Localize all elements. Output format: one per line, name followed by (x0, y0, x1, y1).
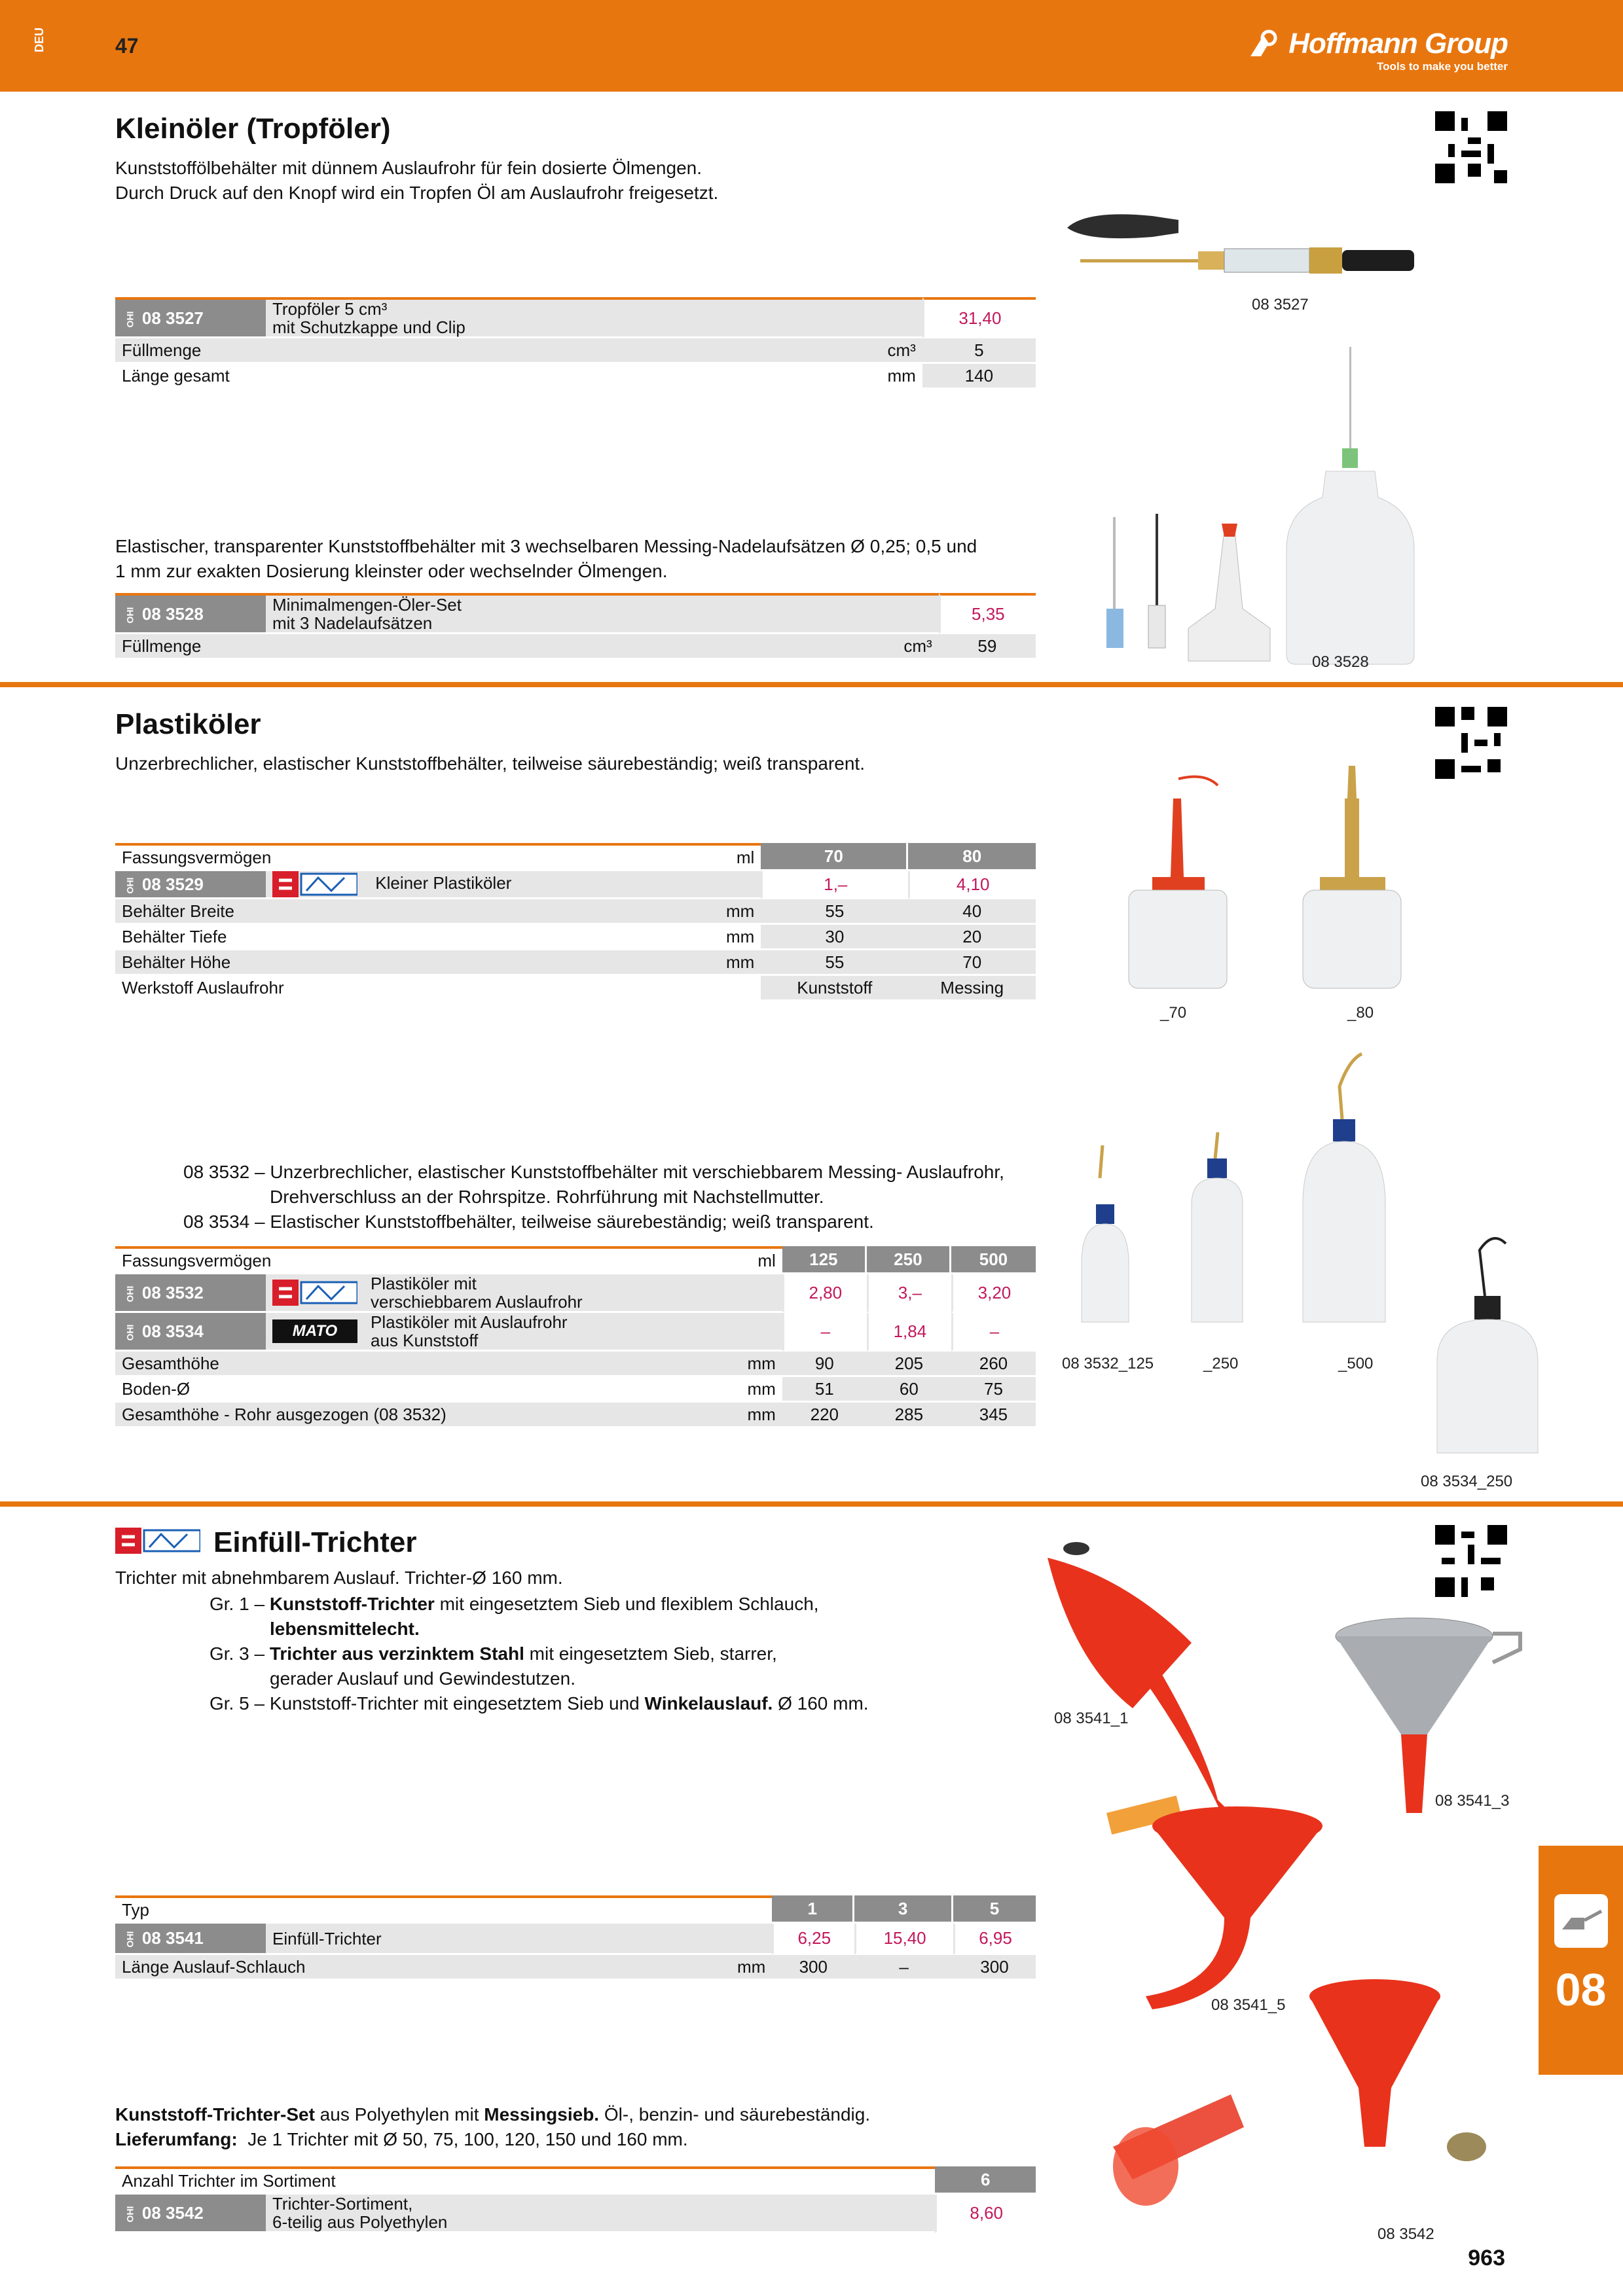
funnel-variants (210, 1592, 869, 1716)
image-caption: 08 3541_5 (1211, 1996, 1286, 2014)
spec-value: 75 (951, 1377, 1036, 1403)
spec-value: 300 (953, 1955, 1036, 1981)
header-label: Fassungsvermögen (115, 843, 669, 871)
ohi-label: OHI (124, 311, 136, 328)
brand-logo-icon (115, 1528, 200, 1554)
image-caption: 08 3527 (1252, 296, 1309, 314)
spec-value: 40 (908, 899, 1036, 925)
ohi-label: OHI (124, 877, 136, 894)
article-name: mit 3 Nadelaufsätzen (272, 613, 433, 633)
image-caption: _250 (1203, 1355, 1239, 1372)
price: 3,20 (951, 1274, 1036, 1313)
spec-value: 285 (867, 1403, 951, 1428)
spec-unit: mm (691, 1403, 782, 1428)
language-code: DEU (33, 27, 46, 52)
spec-value: 260 (951, 1352, 1036, 1377)
variant-label: Gr. 3 – (210, 1643, 265, 1664)
section-title-kleinoeler: Kleinöler (Tropföler) (115, 113, 391, 145)
header-label: Typ (115, 1895, 680, 1924)
section-divider (0, 1501, 1623, 1507)
spec-value: 55 (761, 950, 908, 976)
price: 3,– (867, 1274, 951, 1313)
ohi-label: OHI (124, 1324, 136, 1341)
ohi-label: OHI (124, 1931, 136, 1948)
article-name: verschiebbarem Auslaufrohr (371, 1292, 583, 1312)
price: – (951, 1313, 1036, 1352)
set-text: aus Polyethylen mit (314, 2104, 484, 2125)
price: 1,84 (867, 1313, 951, 1352)
chapter-tab[interactable] (1539, 1846, 1623, 2075)
article-number-text: 08 3541 (141, 1928, 204, 1948)
plastikoeler-image (1113, 759, 1427, 995)
variant-text: Kunststoff-Trichter mit eingesetztem Sieb und (269, 1693, 645, 1713)
desc-line: Durch Druck auf den Knopf wird ein Tropfen Öl am Auslaufrohr freigesetzt. (115, 183, 719, 203)
variant-text: Ø 160 mm. (773, 1693, 869, 1713)
spec-value: – (854, 1955, 953, 1981)
article-description (266, 297, 922, 338)
article-description (266, 2195, 935, 2233)
product-table-083528 (115, 593, 1036, 660)
article-name: Trichter-Sortiment, (272, 2194, 413, 2214)
article-name: Tropföler 5 cm³ (272, 299, 388, 319)
article-number-text: 08 3527 (141, 308, 204, 328)
spec-value: Messing (908, 976, 1036, 1001)
article-number-text: 08 3542 (141, 2202, 204, 2223)
article-name: aus Kunststoff (371, 1331, 479, 1350)
article-number[interactable] (115, 297, 266, 338)
variant-bold: Kunststoff-Trichter (269, 1594, 435, 1614)
brand-logo-icon (272, 871, 357, 897)
article-name: Kleiner Plastiköler (375, 872, 512, 893)
spec-label: Länge gesamt (115, 364, 266, 389)
spec-unit: mm (669, 925, 761, 950)
product-table-083527 (115, 297, 1036, 389)
set-description (115, 2102, 870, 2152)
spec-label: Gesamthöhe (115, 1352, 691, 1377)
spec-label: Gesamthöhe - Rohr ausgezogen (08 3532) (115, 1403, 691, 1428)
spec-value: 5 (922, 338, 1036, 364)
price: 15,40 (854, 1924, 953, 1955)
section-description: Unzerbrechlicher, elastischer Kunststoffbehälter, teilweise säurebeständig; weiß transparent. (115, 753, 865, 774)
spec-label: Behälter Breite (115, 899, 669, 925)
desc-line: 1 mm zur exakten Dosierung kleinster oder wechselnder Ölmengen. (115, 561, 668, 581)
spec-value: 20 (908, 925, 1036, 950)
spec-value: 300 (772, 1955, 854, 1981)
minimalmengen-set-image (1080, 340, 1486, 668)
set-bold: Messingsieb. (484, 2104, 600, 2125)
tropfoeler-image (1061, 196, 1453, 295)
ohi-label: OHI (124, 2206, 136, 2223)
article-name: mit Schutzkappe und Clip (272, 317, 465, 337)
column-header: 3 (854, 1895, 953, 1924)
column-header: 250 (867, 1246, 951, 1274)
brand-logo-icon (272, 1280, 357, 1306)
variant-label: Gr. 1 – (210, 1594, 265, 1614)
spec-unit: mm (669, 899, 761, 925)
article-name: Plastiköler mit (371, 1274, 477, 1293)
variant-bold: Trichter aus verzinktem Stahl (269, 1643, 524, 1664)
variant-text: mit eingesetztem Sieb, starrer, (524, 1643, 777, 1664)
spec-value: 59 (939, 634, 1036, 660)
qr-code[interactable] (1435, 111, 1507, 183)
article-number-text: 08 3529 (141, 874, 204, 894)
column-header: 70 (761, 843, 908, 871)
price: – (782, 1313, 867, 1352)
article-description (266, 1313, 782, 1352)
note-text: Unzerbrechlicher, elastischer Kunststoffbehälter mit verschiebbarem Messing- Auslaufrohr, (270, 1162, 1004, 1182)
chapter-number: 08 (1555, 1964, 1607, 2015)
price: 1,– (761, 871, 908, 899)
header-unit: ml (669, 843, 761, 871)
article-number[interactable] (115, 871, 266, 899)
price: 8,60 (935, 2195, 1036, 2233)
variant-bold: Winkelauslauf. (644, 1693, 773, 1713)
image-caption: 08 3532_125 (1062, 1355, 1154, 1372)
delivery-label: Lieferumfang: (115, 2129, 238, 2149)
article-number[interactable] (115, 1313, 266, 1352)
price: 2,80 (782, 1274, 867, 1313)
section-description: Trichter mit abnehmbarem Auslauf. Trichter-Ø 160 mm. (115, 1568, 563, 1588)
price: 4,10 (908, 871, 1036, 899)
spec-value: 205 (867, 1352, 951, 1377)
variant-bold: lebensmittelecht. (270, 1619, 420, 1639)
desc-line: Elastischer, transparenter Kunststoffbehälter mit 3 wechselbaren Messing-Nadelaufsätzen Ø 0,25; 0,5 und (115, 536, 977, 556)
delivery-text: Je 1 Trichter mit Ø 50, 75, 100, 120, 150 und 160 mm. (247, 2129, 688, 2149)
set-text: Öl-, benzin- und säurebeständig. (599, 2104, 871, 2125)
product-table-083541 (115, 1895, 1036, 1981)
spec-label: Länge Auslauf-Schlauch (115, 1955, 680, 1981)
article-number-text: 08 3534 (141, 1321, 204, 1341)
ohi-label: OHI (124, 607, 136, 624)
article-name: Plastiköler mit Auslaufrohr (371, 1312, 568, 1332)
article-name: Einfüll-Trichter (266, 1924, 772, 1955)
column-header: 80 (908, 843, 1036, 871)
ohi-label: OHI (124, 1285, 136, 1302)
image-caption: _70 (1160, 1004, 1187, 1022)
section-title-trichter: Einfüll-Trichter (213, 1526, 417, 1558)
column-header: 5 (953, 1895, 1036, 1924)
desc-line: Kunststoffölbehälter mit dünnem Auslaufrohr für fein dosierte Ölmengen. (115, 158, 702, 178)
note-text: Drehverschluss an der Rohrspitze. Rohrführung mit Nachstellmutter. (270, 1187, 824, 1207)
product-notes (183, 1160, 1004, 1234)
spec-label: Werkstoff Auslaufrohr (115, 976, 669, 1001)
header-unit: ml (691, 1246, 782, 1274)
spec-unit: cm³ (266, 634, 939, 660)
brand-name: Hoffmann Group (1288, 27, 1508, 60)
article-number-text: 08 3532 (141, 1282, 204, 1302)
spec-label: Boden-Ø (115, 1377, 691, 1403)
column-header: 6 (935, 2166, 1036, 2195)
set-bold: Kunststoff-Trichter-Set (115, 2104, 315, 2125)
product-table-083529 (115, 843, 1036, 1001)
spec-value: 60 (867, 1377, 951, 1403)
spec-label: Füllmenge (115, 338, 266, 364)
spec-label: Füllmenge (115, 634, 266, 660)
column-header: 500 (951, 1246, 1036, 1274)
spec-value: 51 (782, 1377, 867, 1403)
brand-tagline: Tools to make you better (1377, 60, 1508, 73)
article-number[interactable] (115, 2195, 266, 2233)
article-description (266, 1274, 782, 1313)
section-description (115, 534, 977, 584)
variant-text: mit eingesetztem Sieb und flexiblem Schlauch, (434, 1594, 819, 1614)
page-number: 963 (1468, 2246, 1505, 2270)
spec-value: 55 (761, 899, 908, 925)
section-title-plastikoeler: Plastiköler (115, 708, 261, 740)
spec-value: 140 (922, 364, 1036, 389)
image-caption: 08 3534_250 (1421, 1473, 1513, 1490)
price: 6,95 (953, 1924, 1036, 1955)
article-description (266, 871, 761, 899)
spec-unit: mm (691, 1377, 782, 1403)
section-divider (0, 682, 1623, 687)
spec-unit: mm (680, 1955, 772, 1981)
image-caption: 08 3541_1 (1054, 1710, 1129, 1727)
spec-unit: mm (669, 950, 761, 976)
price: 5,35 (939, 593, 1036, 634)
note-article: 08 3534 – (183, 1211, 265, 1232)
image-caption: 08 3528 (1312, 653, 1369, 671)
product-table-083542 (115, 2166, 1036, 2233)
article-number[interactable] (115, 1924, 266, 1955)
hoffmann-logo-icon (1249, 29, 1283, 58)
image-caption: _80 (1347, 1004, 1374, 1022)
note-text: Elastischer Kunststoffbehälter, teilweise säurebeständig; weiß transparent. (270, 1211, 874, 1232)
image-caption: _500 (1338, 1355, 1374, 1372)
article-number-text: 08 3528 (141, 603, 204, 624)
column-header: 125 (782, 1246, 867, 1274)
brand-logo (1288, 27, 1508, 73)
spec-value: Kunststoff (761, 976, 908, 1001)
article-name: Minimalmengen-Öler-Set (272, 595, 462, 615)
spec-value: 30 (761, 925, 908, 950)
article-number[interactable] (115, 1274, 266, 1313)
price: 6,25 (772, 1924, 854, 1955)
header-label: Fassungsvermögen (115, 1246, 691, 1274)
page-number-top: 47 (115, 34, 139, 58)
funnel-images (1034, 1538, 1532, 2225)
spec-value: 220 (782, 1403, 867, 1428)
oil-can-icon (1552, 1892, 1611, 1950)
section-description (115, 156, 718, 206)
spec-unit (669, 976, 761, 1001)
image-caption: 08 3541_3 (1435, 1792, 1510, 1810)
spec-unit: cm³ (266, 338, 922, 364)
header-label: Anzahl Trichter im Sortiment (115, 2166, 935, 2195)
spec-label: Behälter Tiefe (115, 925, 669, 950)
spec-value: 90 (782, 1352, 867, 1377)
spec-value: 70 (908, 950, 1036, 976)
price: 31,40 (922, 297, 1036, 338)
article-number[interactable] (115, 593, 266, 634)
spec-unit: mm (691, 1352, 782, 1377)
qr-code[interactable] (1435, 707, 1507, 779)
spec-value: 345 (951, 1403, 1036, 1428)
spec-unit: mm (266, 364, 922, 389)
product-table-083532 (115, 1246, 1036, 1428)
note-article: 08 3532 – (183, 1162, 265, 1182)
header-unit (680, 1895, 772, 1924)
mato-brand-logo: MATO (272, 1319, 357, 1343)
article-description (266, 593, 939, 634)
variant-text: gerader Auslauf und Gewindestutzen. (270, 1668, 575, 1689)
variant-label: Gr. 5 – (210, 1693, 265, 1713)
article-name: 6-teilig aus Polyethylen (272, 2212, 448, 2232)
new-badge: new (1110, 1841, 1154, 1872)
image-caption: 08 3542 (1377, 2225, 1434, 2243)
column-header: 1 (772, 1895, 854, 1924)
plastikoeler-bottles-image (1074, 1047, 1571, 1466)
spec-label: Behälter Höhe (115, 950, 669, 976)
